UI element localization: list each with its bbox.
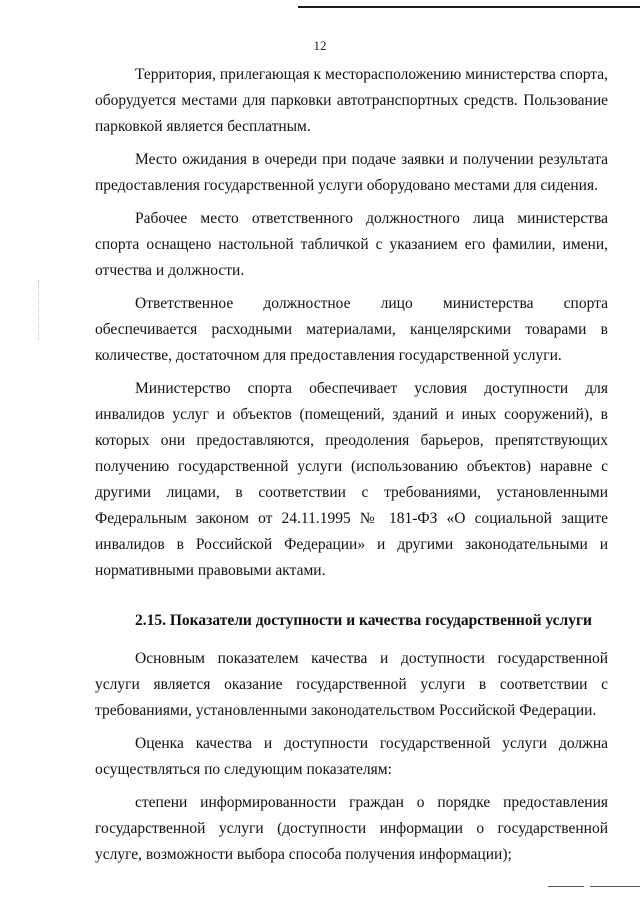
document-body <box>95 62 608 875</box>
paragraph-supplies: Ответственное должностное лицо министерства спорта обеспечивается расходными материалами, канцелярскими товарами в количестве, достаточном для предоставления государственной услуги. <box>95 295 608 364</box>
paragraph-evaluation: Оценка качества и доступности государственной услуги должна осуществляться по следующим показателям: <box>95 735 608 778</box>
section-heading: 2.15. Показатели доступности и качества государственной услуги <box>135 612 592 629</box>
bottom-border-line-right <box>590 886 640 887</box>
top-border-line <box>298 6 640 8</box>
paragraph-information-degree: степени информированности граждан о порядке предоставления государственной услуги (доступности информации о государственной услуге, возможности выбора способа получения информации); <box>95 794 608 863</box>
paragraph-parking: Территория, прилегающая к месторасположению министерства спорта, оборудуется местами для парковки автотранспортных средств. Пользование парковкой является бесплатным. <box>95 66 608 135</box>
paragraph-accessibility: Министерство спорта обеспечивает условия доступности для инвалидов услуг и объектов (помещений, зданий и иных сооружений), в которых они предоставляются, преодоления барьеров, препятствующих получению государственной услуги (использованию объектов) наравне с другими лицами, в соответствии с требованиями, установленными Федеральным законом от 24.11.1995 № 181-ФЗ «О социальной защите инвалидов в Российской Федерации» и другими законодательными и нормативными правовыми актами. <box>95 380 608 579</box>
paragraph-main-indicator: Основным показателем качества и доступности государственной услуги является оказание государственной услуги в соответствии с требованиями, установленными законодательством Российской Федерации. <box>95 650 608 719</box>
page-number: 12 <box>313 38 327 53</box>
bottom-border-line-left <box>548 886 584 887</box>
paragraph-workplace: Рабочее место ответственного должностного лица министерства спорта оснащено настольной табличкой с указанием его фамилии, имени, отчества и должности. <box>95 210 608 279</box>
paragraph-waiting-area: Место ожидания в очереди при подаче заявки и получении результата предоставления государственной услуги оборудовано местами для сидения. <box>95 151 608 194</box>
scan-margin-mark <box>38 280 40 340</box>
